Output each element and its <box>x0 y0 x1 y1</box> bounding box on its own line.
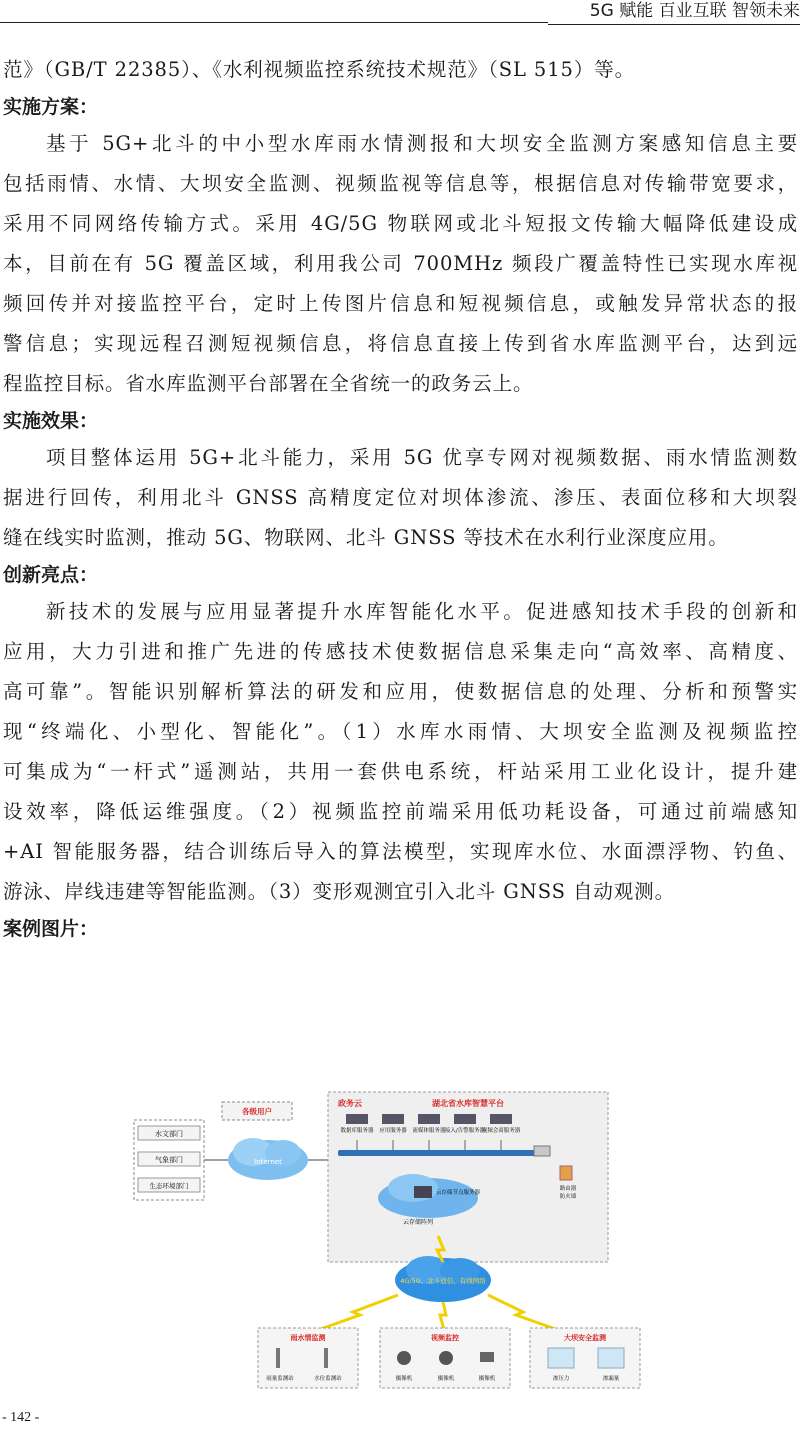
running-header: 5G 赋能 百业互联 智领未来 <box>548 0 800 25</box>
group-rain-water <box>258 1328 358 1388</box>
lightning-icon <box>318 1295 398 1330</box>
paragraph-line: 包括雨情、水情、大坝安全监测、视频监视等信息等，根据信息对传输带宽要求， <box>3 172 798 195</box>
sensor-icon <box>598 1348 624 1368</box>
paragraph-line: 缝在线实时监测，推动 5G、物联网、北斗 GNSS 等技术在水利行业深度应用。 <box>3 526 729 549</box>
group-title: 雨水情监测 <box>290 1334 326 1342</box>
paragraph-line: 采用不同网络传输方式。采用 4G/5G 物联网或北斗短报文传输大幅降低建设成 <box>3 212 798 235</box>
gov-cloud-label: 政务云 <box>338 1099 362 1108</box>
paragraph-line: 可集成为“一杆式”遥测站，共用一套供电系统，杆站采用工业化设计，提升建 <box>3 760 798 783</box>
paragraph-line: 据进行回传，利用北斗 GNSS 高精度定位对坝体渗流、渗压、表面位移和大坝裂 <box>3 486 798 509</box>
platform-label: 湖北省水库智慧平台 <box>432 1099 504 1108</box>
paragraph-line: 警信息；实现远程召测短视频信息，将信息直接上传到省水库监测平台，达到远 <box>3 332 798 355</box>
storage-array-label: 云存储阵列 <box>402 1219 434 1226</box>
device-label: 雨量监测站 <box>266 1376 294 1382</box>
storage-server-icon <box>414 1186 432 1198</box>
paragraph-line: 本，目前在有 5G 覆盖区域，利用我公司 700MHz 频段广覆盖特性已实现水库视 <box>3 252 798 275</box>
paragraph-line: 频回传并对接监控平台，定时上传图片信息和短视频信息，或触发异常状态的报 <box>3 292 798 315</box>
paragraph-line: 游泳、岸线违建等智能监测。（3）变形观测宜引入北斗 GNSS 自动观测。 <box>3 880 675 903</box>
server-label: 视频会商服务器 <box>481 1128 521 1134</box>
camera-icon <box>439 1351 453 1365</box>
group-dam-safety <box>530 1328 640 1388</box>
heading-effect: 实施效果： <box>3 410 99 432</box>
server-label: 数据库服务器 <box>340 1128 374 1134</box>
device-label: 渗压力 <box>552 1376 570 1382</box>
dept-label: 气象部门 <box>155 1156 183 1164</box>
heading-innovation: 创新亮点： <box>3 564 99 586</box>
router-label: 路由器 <box>559 1186 577 1192</box>
paragraph-line: 高可靠”。智能识别解析算法的研发和应用，使数据信息的处理、分析和预警实 <box>3 680 798 703</box>
page-number: - 142 - <box>2 1410 40 1425</box>
firewall-label: 防火墙 <box>559 1194 577 1200</box>
architecture-diagram <box>128 1090 668 1390</box>
departments-box <box>134 1120 204 1200</box>
lightning-icon <box>440 1302 446 1330</box>
network-cloud <box>395 1256 491 1302</box>
sensor-icon <box>548 1348 574 1368</box>
camera-icon <box>480 1352 494 1362</box>
paragraph-line: 应用，大力引进和推广先进的传感技术使数据信息采集走向“高效率、高精度、 <box>3 640 798 663</box>
header-rule <box>0 22 548 23</box>
device-label: 摄像机 <box>478 1376 496 1382</box>
lightning-icon <box>488 1295 558 1330</box>
dept-label: 水文部门 <box>155 1130 183 1138</box>
internet-cloud <box>222 1102 308 1180</box>
device-label: 摄像机 <box>395 1376 413 1382</box>
network-bus <box>338 1150 538 1156</box>
internet-label: Internet <box>254 1158 282 1166</box>
storage-node-label: 云存储节点服务器 <box>435 1190 481 1196</box>
server-label: 应用服务器 <box>379 1128 407 1134</box>
group-title: 视频监控 <box>431 1334 459 1342</box>
users-label: 各级用户 <box>242 1107 272 1116</box>
document-body <box>3 50 798 946</box>
dept-label: 生态环境部门 <box>149 1182 189 1190</box>
network-label: 4G/5G、北斗通信、有线网络 <box>400 1277 486 1285</box>
device-label: 水位监测站 <box>314 1376 342 1382</box>
paragraph-line: 程监控目标。省水库监测平台部署在全省统一的政务云上。 <box>3 372 534 395</box>
paragraph-line: 设效率，降低运维强度。（2）视频监控前端采用低功耗设备，可通过前端感知 <box>3 800 798 823</box>
paragraph-line: 现“终端化、小型化、智能化”。（1）水库水雨情、大坝安全监测及视频监控 <box>3 720 798 743</box>
server-label: 接入/告警服务器 <box>444 1128 486 1134</box>
server-label: 流媒体服务器 <box>412 1128 446 1134</box>
group-title: 大坝安全监测 <box>564 1334 606 1342</box>
heading-images: 案例图片： <box>3 918 99 940</box>
paragraph-line: +AI 智能服务器，结合训练后导入的算法模型，实现库水位、水面漂浮物、钓鱼、 <box>3 840 798 863</box>
firewall-icon <box>560 1166 572 1180</box>
paragraph-line: 新技术的发展与应用显著提升水库智能化水平。促进感知技术手段的创新和 <box>46 600 798 623</box>
reference-line: 范》（GB/T 22385）、《水利视频监控系统技术规范》（SL 515）等。 <box>3 58 636 81</box>
paragraph-line: 基于 5G+北斗的中小型水库雨水情测报和大坝安全监测方案感知信息主要 <box>46 132 798 155</box>
group-video <box>380 1328 510 1388</box>
device-label: 摄像机 <box>437 1376 455 1382</box>
device-label: 渗漏量 <box>602 1376 620 1382</box>
router-icon <box>534 1146 550 1156</box>
paragraph-line: 项目整体运用 5G+北斗能力，采用 5G 优享专网对视频数据、雨水情监测数 <box>46 446 798 469</box>
camera-icon <box>397 1351 411 1365</box>
heading-plan: 实施方案： <box>3 96 99 118</box>
gov-cloud-panel <box>328 1092 608 1262</box>
